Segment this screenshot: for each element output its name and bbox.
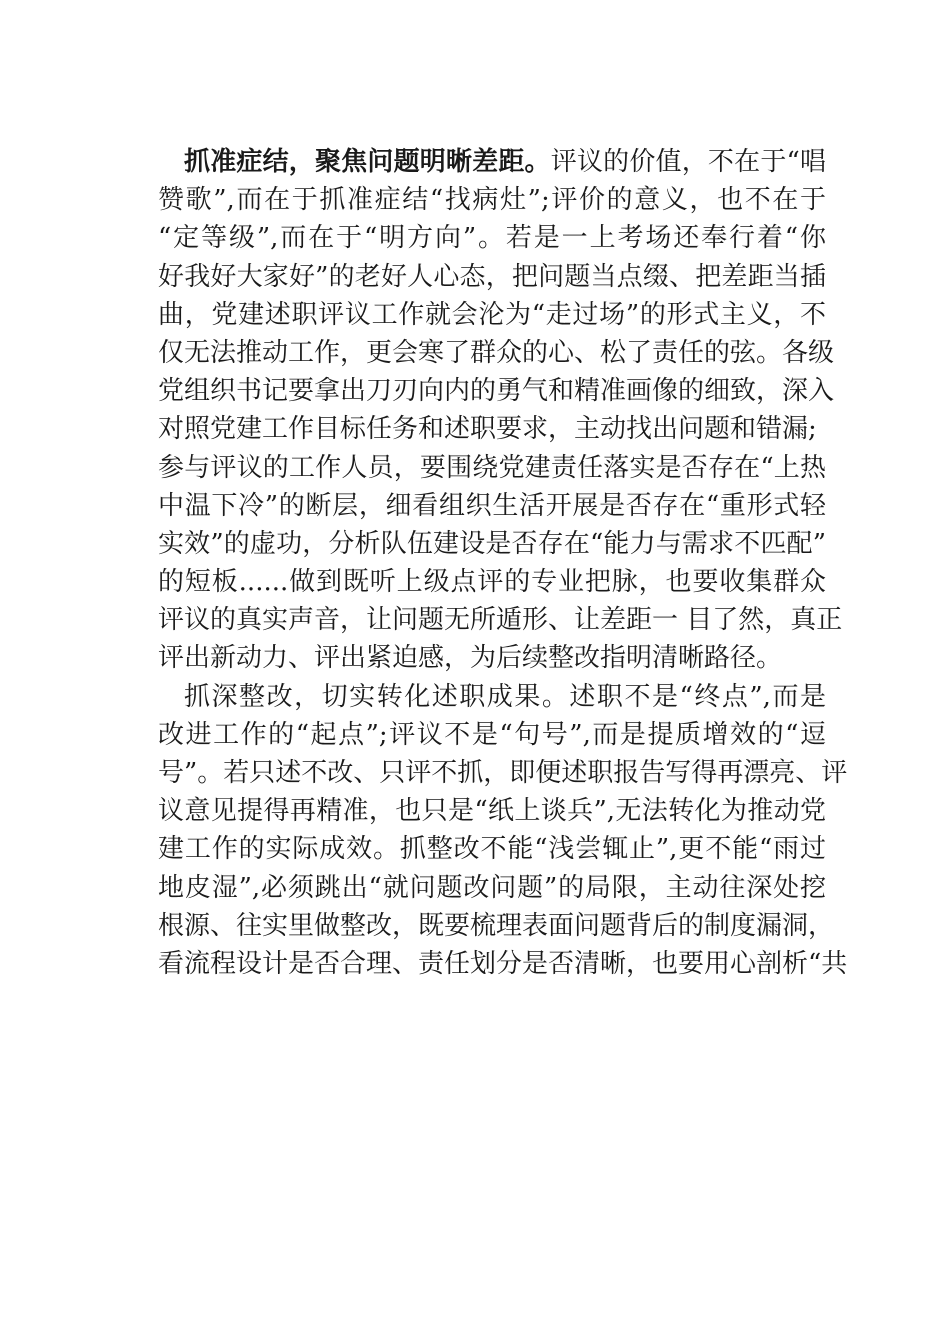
paragraph-1-line: 好我好大家好”的老好人心态，把问题当点缀、把差距当插 — [158, 261, 826, 292]
paragraph-2 — [158, 678, 848, 984]
paragraph-1-line: 评议的真实声音，让问题无所遁形、让差距一 目了然，真正 — [158, 605, 843, 636]
paragraph-1-line: 参与评议的工作人员，要围绕党建责任落实是否存在“上热 — [158, 452, 826, 483]
paragraph-1-line: 仅无法推动工作，更会寒了群众的心、松了责任的弦。各级 — [158, 337, 835, 368]
paragraph-1-line: “定等级”,而在于“明方向”。若是一上考场还奉行着“你 — [158, 223, 826, 254]
paragraph-1-line-last: 评出新动力、评出紧迫感，为后续整改指明清晰路径。 — [158, 643, 783, 674]
paragraph-2-line: 建工作的实际成效。抓整改不能“浅尝辄止”,更不能“雨过 — [158, 834, 826, 865]
paragraph-1 — [158, 143, 843, 678]
paragraph-1-line: 党组织书记要拿出刀刃向内的勇气和精准画像的细致，深入 — [158, 376, 835, 407]
paragraph-2-line: 看流程设计是否合理、责任划分是否清晰，也要用心剖析“共 — [158, 948, 848, 979]
paragraph-2-line: 号”。若只述不改、只评不抓，即便述职报告写得再漂亮、评 — [158, 758, 848, 788]
paragraph-1-line: 实效”的虚功，分析队伍建设是否存在“能力与需求不匹配” — [158, 528, 826, 559]
paragraph-2-line: 改进工作的“起点”;评议不是“句号”,而是提质增效的“逗 — [158, 719, 826, 750]
paragraph-1-lead-heading: 抓准症结，聚焦问题明晰差距。 — [184, 147, 551, 177]
paragraph-1-line-1 — [158, 143, 826, 181]
paragraph-1-line: 中温下冷”的断层，细看组织生活开展是否存在“重形式轻 — [158, 490, 826, 521]
paragraph-1-line-1-text: 评议的价值，不在于“唱 — [550, 147, 826, 177]
document-body — [158, 143, 848, 983]
paragraph-1-line: 的短板......做到既听上级点评的专业把脉，也要收集群众 — [158, 567, 826, 598]
paragraph-2-line: 议意见提得再精准，也只是“纸上谈兵”,无法转化为推动党 — [158, 796, 826, 827]
paragraph-1-line: 赞歌”,而在于抓准症结“找病灶”;评价的意义，也不在于 — [158, 185, 826, 216]
paragraph-2-line: 根源、往实里做整改，既要梳理表面问题背后的制度漏洞， — [158, 910, 835, 941]
paragraph-2-line-1: 抓深整改，切实转化述职成果。述职不是“终点”,而是 — [184, 681, 826, 712]
paragraph-1-line: 对照党建工作目标任务和述职要求，主动找出问题和错漏; — [158, 414, 817, 445]
paragraph-1-line: 曲，党建述职评议工作就会沦为“走过场”的形式主义，不 — [158, 299, 826, 330]
paragraph-2-line: 地皮湿”,必须跳出“就问题改问题”的局限，主动往深处挖 — [158, 872, 826, 903]
